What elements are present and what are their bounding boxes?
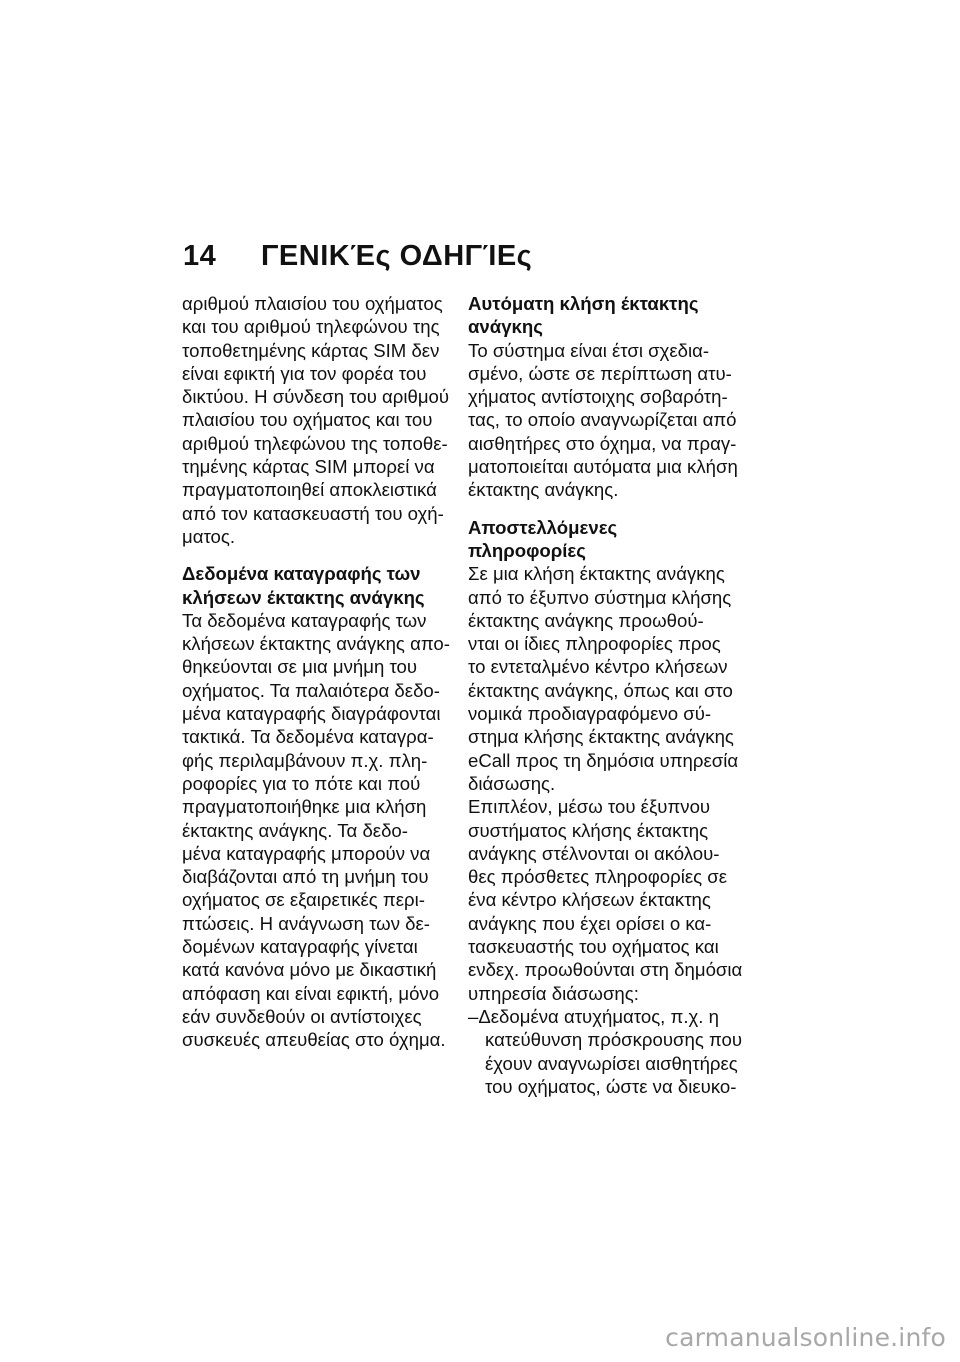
section-heading-auto-call (468, 292, 758, 339)
text-line: είναι εφικτή για τον φορέα του (182, 362, 427, 384)
text-line: ανάγκης στέλνονται οι ακόλου- (468, 842, 720, 864)
left-column (182, 292, 450, 1052)
text-line: αριθμού πλαισίου του οχήματος (182, 293, 443, 314)
heading-line: Αυτόματη κλήση έκτακτης (468, 293, 699, 314)
text-line: ενδεχ. προωθούνται στη δημόσια (468, 959, 743, 981)
bullet-first-line: –Δεδομένα ατυχήματος, π.χ. η (468, 1005, 719, 1027)
right-column (468, 292, 758, 1098)
heading-line: πληροφορίες (468, 539, 586, 561)
page-number: 14 (183, 240, 217, 272)
spacer (468, 502, 758, 516)
text-line: φής περιλαμβάνουν π.χ. πλη- (182, 749, 428, 771)
page-header (183, 240, 532, 280)
text-line: έκτακτης ανάγκης, όπως και στο (468, 679, 733, 701)
text-line: πραγματοποιηθεί αποκλειστικά (182, 479, 437, 501)
text-line: έκτακτης ανάγκης προωθού- (468, 609, 704, 631)
text-line: μένα καταγραφής διαγράφονται (182, 703, 441, 725)
text-line: συστήματος κλήσης έκτακτης (468, 819, 709, 841)
text-line: έκτακτης ανάγκης. Τα δεδο- (182, 819, 408, 841)
heading-line: κλήσεων έκτακτης ανάγκης (182, 586, 425, 608)
text-line: θηκεύονται σε μια μνήμη του (182, 656, 418, 678)
text-line: Τα δεδομένα καταγραφής των (182, 609, 427, 631)
text-line: χήματος αντίστοιχης σοβαρότη- (468, 386, 728, 408)
auto-call-paragraph (468, 339, 758, 502)
section-heading-sent-info (468, 516, 758, 563)
bullet-continuation-line: έχουν αναγνωρίσει αισθητήρες (485, 1052, 738, 1074)
text-line: υπηρεσία διάσωσης: (468, 982, 639, 1004)
text-line: ανάγκης που έχει ορίσει ο κα- (468, 912, 712, 934)
text-line: ματοποιείται αυτόματα μια κλήση (468, 456, 738, 478)
text-line: θες πρόσθετες πληροφορίες σε (468, 866, 728, 888)
text-line: οχήματος. Τα παλαιότερα δεδο- (182, 679, 440, 701)
text-line: από το έξυπνο σύστημα κλήσης (468, 586, 732, 608)
text-line: διάσωσης. (468, 772, 556, 794)
text-line: εάν συνδεθούν οι αντίστοιχες (182, 1005, 422, 1027)
text-line: τασκευαστής του οχήματος και (468, 936, 719, 958)
text-line: τακτικά. Τα δεδομένα καταγρα- (182, 726, 434, 748)
intro-paragraph (182, 292, 450, 548)
text-line: πτώσεις. Η ανάγνωση των δε- (182, 912, 430, 934)
text-line: Το σύστημα είναι έτσι σχεδια- (468, 339, 710, 361)
text-line: πραγματοποιήθηκε μια κλήση (182, 796, 427, 818)
text-line: eCall προς τη δημόσια υπηρεσία (468, 749, 739, 771)
text-line: Σε μια κλήση έκτακτης ανάγκης (468, 563, 725, 585)
text-line: απόφαση και είναι εφικτή, μόνο (182, 982, 440, 1004)
spacer (182, 548, 450, 562)
text-line: δικτύου. Η σύνδεση του αριθμού (182, 386, 450, 408)
section-heading-call-records (182, 562, 450, 609)
text-line: και του αριθμού τηλεφώνου της (182, 316, 440, 338)
text-line: ματος. (182, 525, 236, 547)
text-line: ροφορίες για το πότε και πού (182, 772, 421, 794)
text-line: τημένης κάρτας SIM μπορεί να (182, 456, 435, 478)
bullet-item-accident-data (468, 1005, 758, 1098)
text-line: νομικά προδιαγραφόμενο σύ- (468, 703, 712, 725)
text-line: σμένο, ώστε σε περίπτωση ατυ- (468, 362, 732, 384)
text-line: αριθμού τηλεφώνου της τοποθε- (182, 432, 448, 454)
text-line: από τον κατασκευαστή του οχή- (182, 502, 444, 524)
text-line: τοποθετημένης κάρτας SIM δεν (182, 339, 440, 361)
heading-line: Δεδομένα καταγραφής των (182, 563, 421, 585)
text-line: στημα κλήσης έκτακτης ανάγκης (468, 726, 734, 748)
sent-info-paragraph (468, 562, 758, 1005)
text-line: έκτακτης ανάγκης. (468, 479, 619, 501)
text-line: δομένων καταγραφής γίνεται (182, 936, 418, 958)
text-line: οχήματος σε εξαιρετικές περι- (182, 889, 425, 911)
chapter-title: ΓΕΝΙΚΈς ΟΔΗΓΊΕς (261, 240, 533, 272)
call-records-paragraph (182, 609, 450, 1052)
bullet-continuation-line: κατεύθυνση πρόσκρουσης που (485, 1029, 743, 1051)
bullet-continuation-line: του οχήματος, ώστε να διευκο- (485, 1075, 737, 1097)
text-line: κλήσεων έκτακτης ανάγκης απο- (182, 633, 450, 655)
text-line: Επιπλέον, μέσω του έξυπνου (468, 796, 711, 818)
text-line: πλαισίου του οχήματος και του (182, 409, 433, 431)
watermark: carmanualsonline.info (665, 1323, 946, 1352)
text-line: μένα καταγραφής μπορούν να (182, 842, 431, 864)
text-line: το εντεταλμένο κέντρο κλήσεων (468, 656, 728, 678)
text-line: αισθητήρες στο όχημα, να πραγ- (468, 432, 737, 454)
text-line: τας, το οποίο αναγνωρίζεται από (468, 409, 737, 431)
heading-line: ανάγκης (468, 316, 543, 338)
text-line: διαβάζονται από τη μνήμη του (182, 866, 429, 888)
text-line: κατά κανόνα μόνο με δικαστική (182, 959, 437, 981)
text-line: ένα κέντρο κλήσεων έκτακτης (468, 889, 711, 911)
heading-line: Αποστελλόμενες (468, 516, 618, 538)
text-line: συσκευές απευθείας στο όχημα. (182, 1029, 446, 1051)
text-line: νται οι ίδιες πληροφορίες προς (468, 633, 721, 655)
